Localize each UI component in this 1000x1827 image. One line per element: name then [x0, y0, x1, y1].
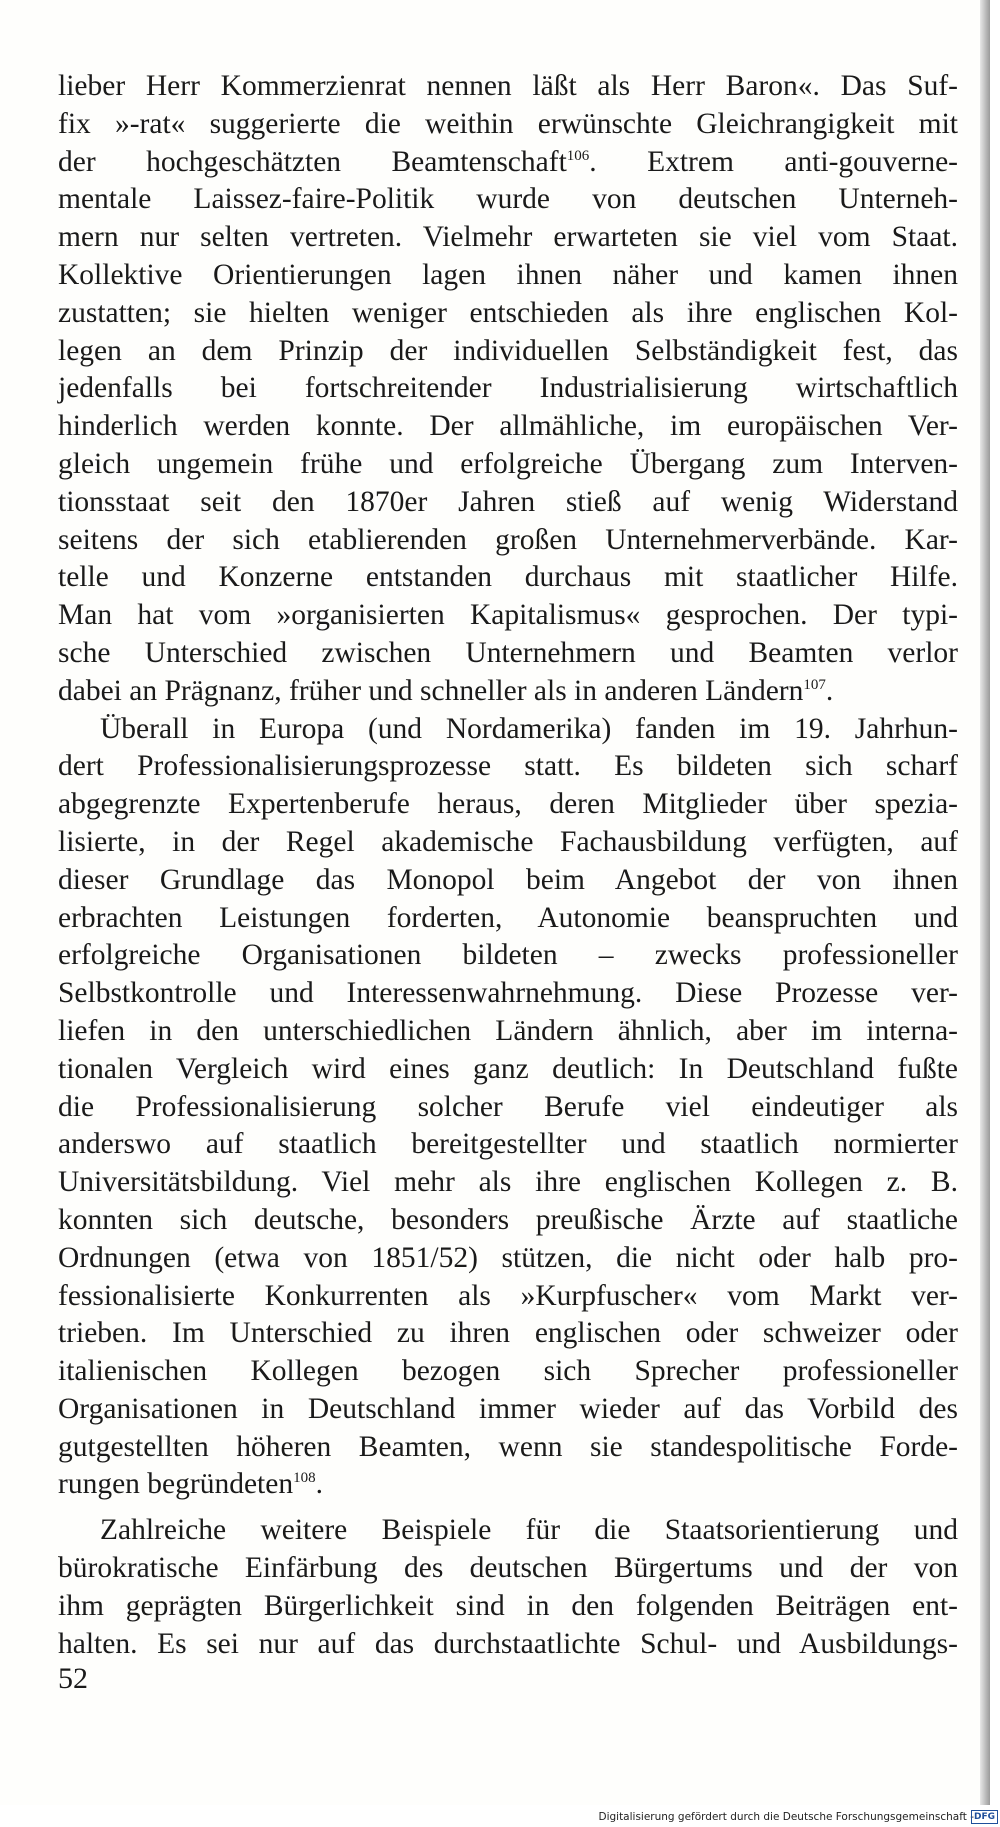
- text-line: Man hat vom »organisierten Kapitalismus« gesprochen. Der typi-: [58, 599, 958, 632]
- text-line: tionsstaat seit den 1870er Jahren stieß auf wenig Widerstand: [58, 485, 958, 518]
- text-line: tionalen Vergleich wird eines ganz deutlich: In Deutschland fußte: [58, 1052, 958, 1085]
- text-line: zustatten; sie hielten weniger entschieden als ihre englischen Kol-: [58, 296, 958, 329]
- page-edge-shadow: [980, 0, 990, 1805]
- paragraph: [58, 711, 958, 1505]
- text-line: Zahlreiche weitere Beispiele für die Staatsorientierung und: [100, 1514, 958, 1547]
- text-line: jedenfalls bei fortschreitender Industrialisierung wirtschaftlich: [58, 372, 958, 405]
- dfg-logo-icon: DFG: [971, 1810, 998, 1824]
- text-line: gutgestellten höheren Beamten, wenn sie standespolitische Forde-: [58, 1430, 958, 1463]
- text-line: fix »-rat« suggerierte die weithin erwünschte Gleichrangigkeit mit: [58, 107, 958, 140]
- text-line: dieser Grundlage das Monopol beim Angebot der von ihnen: [58, 863, 958, 896]
- text-line: trieben. Im Unterschied zu ihren englischen oder schweizer oder: [58, 1317, 958, 1350]
- footnote-ref: 108: [293, 1470, 316, 1487]
- text-line: italienischen Kollegen bezogen sich Sprecher professioneller: [58, 1355, 958, 1388]
- text-line: mentale Laissez-faire-Politik wurde von deutschen Unterneh-: [58, 183, 958, 216]
- text-line: erfolgreiche Organisationen bildeten – zwecks professioneller: [58, 939, 958, 972]
- text-line: Selbstkontrolle und Interessenwahrnehmung. Diese Prozesse ver-: [58, 977, 958, 1010]
- text-line: sche Unterschied zwischen Unternehmern und Beamten verlor: [58, 636, 958, 669]
- text-line: liefen in den unterschiedlichen Ländern ähnlich, aber im interna-: [58, 1014, 958, 1047]
- text-line: anderswo auf staatlich bereitgestellter und staatlich normierter: [58, 1128, 958, 1161]
- text-line: Überall in Europa (und Nordamerika) fanden im 19. Jahrhun-: [100, 712, 958, 745]
- text-line: lisierte, in der Regel akademische Fachausbildung verfügten, auf: [58, 825, 958, 858]
- page-number: 52: [58, 1662, 88, 1695]
- text-line: Ordnungen (etwa von 1851/52) stützen, die nicht oder halb pro-: [58, 1241, 958, 1274]
- paragraph: [58, 1512, 958, 1663]
- text-line: Universitätsbildung. Viel mehr als ihre englischen Kollegen z. B.: [58, 1166, 958, 1199]
- footer-band: [0, 1805, 1000, 1827]
- text-line: telle und Konzerne entstanden durchaus mit staatlicher Hilfe.: [58, 561, 958, 594]
- footnote-ref: 106: [566, 147, 590, 164]
- text-line: der hochgeschätzten Beamtenschaft$^{106}$. Extrem anti-gouverne-: [58, 145, 958, 178]
- text-line: legen an dem Prinzip der individuellen Selbständigkeit fest, das: [58, 334, 958, 367]
- text-line: lieber Herr Kommerzienrat nennen läßt als Herr Baron«. Das Suf-: [58, 70, 958, 102]
- text-line: erbrachten Leistungen forderten, Autonomie beanspruchten und: [58, 901, 958, 934]
- text-line: Organisationen in Deutschland immer wieder auf das Vorbild des: [58, 1392, 958, 1425]
- text-line: gleich ungemein frühe und erfolgreiche Übergang zum Interven-: [58, 447, 958, 480]
- digitization-note: Digitalisierung gefördert durch die Deutsche Forschungsgemeinschaft -: [598, 1811, 974, 1823]
- text-line: Kollektive Orientierungen lagen ihnen näher und kamen ihnen: [58, 258, 958, 291]
- text-line: konnten sich deutsche, besonders preußische Ärzte auf staatliche: [58, 1203, 958, 1236]
- text-line: seitens der sich etablierenden großen Unternehmerverbände. Kar-: [58, 523, 958, 556]
- text-line: hinderlich werden konnte. Der allmähliche, im europäischen Ver-: [58, 410, 958, 443]
- text-line: mern nur selten vertreten. Vielmehr erwarteten sie viel vom Staat.: [58, 221, 958, 254]
- paragraph: [58, 68, 958, 711]
- text-line: die Professionalisierung solcher Berufe viel eindeutiger als: [58, 1090, 958, 1123]
- footnote-ref: 107: [803, 676, 826, 693]
- text-line: halten. Es sei nur auf das durchstaatlichte Schul- und Ausbildungs-: [58, 1627, 958, 1660]
- text-line: dert Professionalisierungsprozesse statt. Es bildeten sich scharf: [58, 750, 958, 783]
- text-line: bürokratische Einfärbung des deutschen Bürgertums und der von: [58, 1552, 958, 1585]
- text-line: dabei an Prägnanz, früher und schneller als in anderen Ländern$^{107}$.: [58, 674, 834, 707]
- body-text: [58, 68, 958, 1663]
- text-line: ihm geprägten Bürgerlichkeit sind in den folgenden Beiträgen ent-: [58, 1589, 958, 1622]
- text-line: fessionalisierte Konkurrenten als »Kurpfuscher« vom Markt ver-: [58, 1279, 958, 1312]
- text-line: abgegrenzte Expertenberufe heraus, deren Mitglieder über spezia-: [58, 788, 958, 821]
- text-line: rungen begründeten$^{108}$.: [58, 1468, 323, 1501]
